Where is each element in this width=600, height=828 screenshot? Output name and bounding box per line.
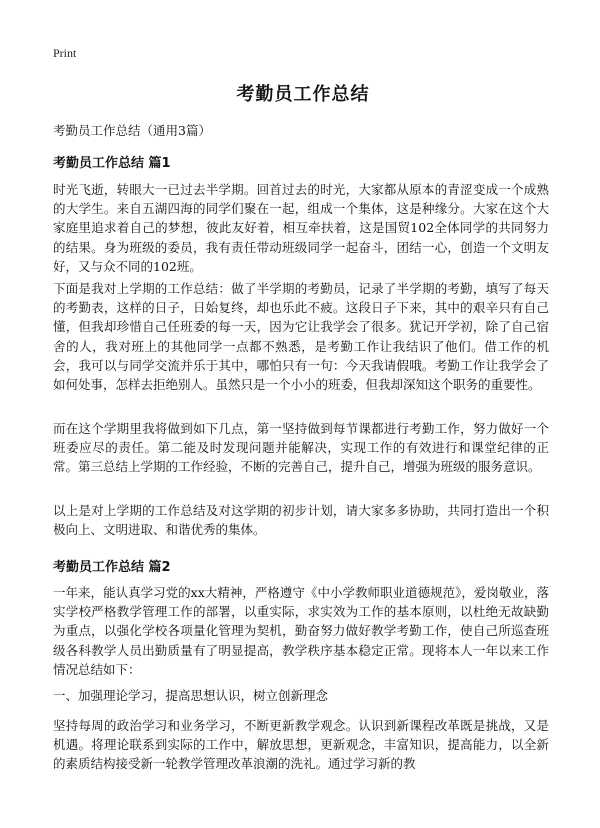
document-subtitle: 考勤员工作总结（通用3篇） <box>53 123 211 138</box>
paragraph: 以上是对上学期的工作总结及对这学期的初步计划，请大家多多协助，共同打造出一个积极向上、文明进取、和谐优秀的集体。 <box>53 503 549 538</box>
paragraph: 坚持每周的政治学习和业务学习，不断更新教学观念。认识到新课程改革既是挑战，又是机遇。将理论联系到实际的工作中，解放思想，更新观念，丰富知识，提高能力，以全新的素质结构接受新一轮教学管理改革浪潮的洗礼。通过学习新的教 <box>53 718 549 772</box>
paragraph: 下面是我对上学期的工作总结：做了半学期的考勤员，记录了半学期的考勤，填写了每天的考勤表，这样的日子，日始复终，却也乐此不疲。这段日子下来，其中的艰辛只有自己懂，但我却珍惜自己任班委的每一天，因为它让我学会了很多。犹记开学初，除了自己宿舍的人，我对班上的其他同学一点都不熟悉，是考勤工作让我结识了他们。借工作的机会，我可以与同学交流并乐于其中，哪怕只有一句：今天我请假哦。考勤工作让我学会了如何处事，怎样去拒绝别人。虽然只是一个小小的班委，但我却深知这个职务的重要性。 <box>53 281 549 393</box>
paragraph: 一年来，能认真学习党的xx大精神，严格遵守《中小学教师职业道德规范》，爱岗敬业，落实学校严格教学管理工作的部署，以重实际，求实效为工作的基本原则，以杜绝无故缺勤为重点，以强化学校各项量化管理为契机，勤奋努力做好教学考勤工作，使自己所巡查班级各科教学人员出勤质量有了明显提高，教学秩序基本稳定正常。现将本人一年以来工作情况总结如下： <box>53 585 549 677</box>
print-link[interactable]: Print <box>53 46 77 60</box>
document-title: 考勤员工作总结 <box>236 84 370 105</box>
paragraph: 一、加强理论学习，提高思想认识，树立创新理念 <box>53 688 329 703</box>
paragraph: 而在这个学期里我将做到如下几点，第一坚持做到每节课都进行考勤工作，努力做好一个班委应尽的责任。第二能及时发现问题并能解决，实现工作的有效进行和课堂纪律的正常。第三总结上学期的工作经验，不断的完善自己，提升自己，增强为班级的服务意识。 <box>53 421 549 475</box>
paragraph: 时光飞逝，转眼大一已过去半学期。回首过去的时光，大家都从原本的青涩变成一个成熟的大学生。来自五湖四海的同学们聚在一起，组成一个集体，这是种缘分。大家在这个大家庭里追求着自己的梦想，彼此友好着，相互牵扶着，这是国贸102全体同学的共同努力的结果。身为班级的委员，我有责任带动班级同学一起奋斗，团结一心，创造一个文明友好，又与众不同的102班。 <box>53 182 549 274</box>
section-heading: 考勤员工作总结 篇1 <box>53 156 171 171</box>
section-heading: 考勤员工作总结 篇2 <box>53 560 171 575</box>
